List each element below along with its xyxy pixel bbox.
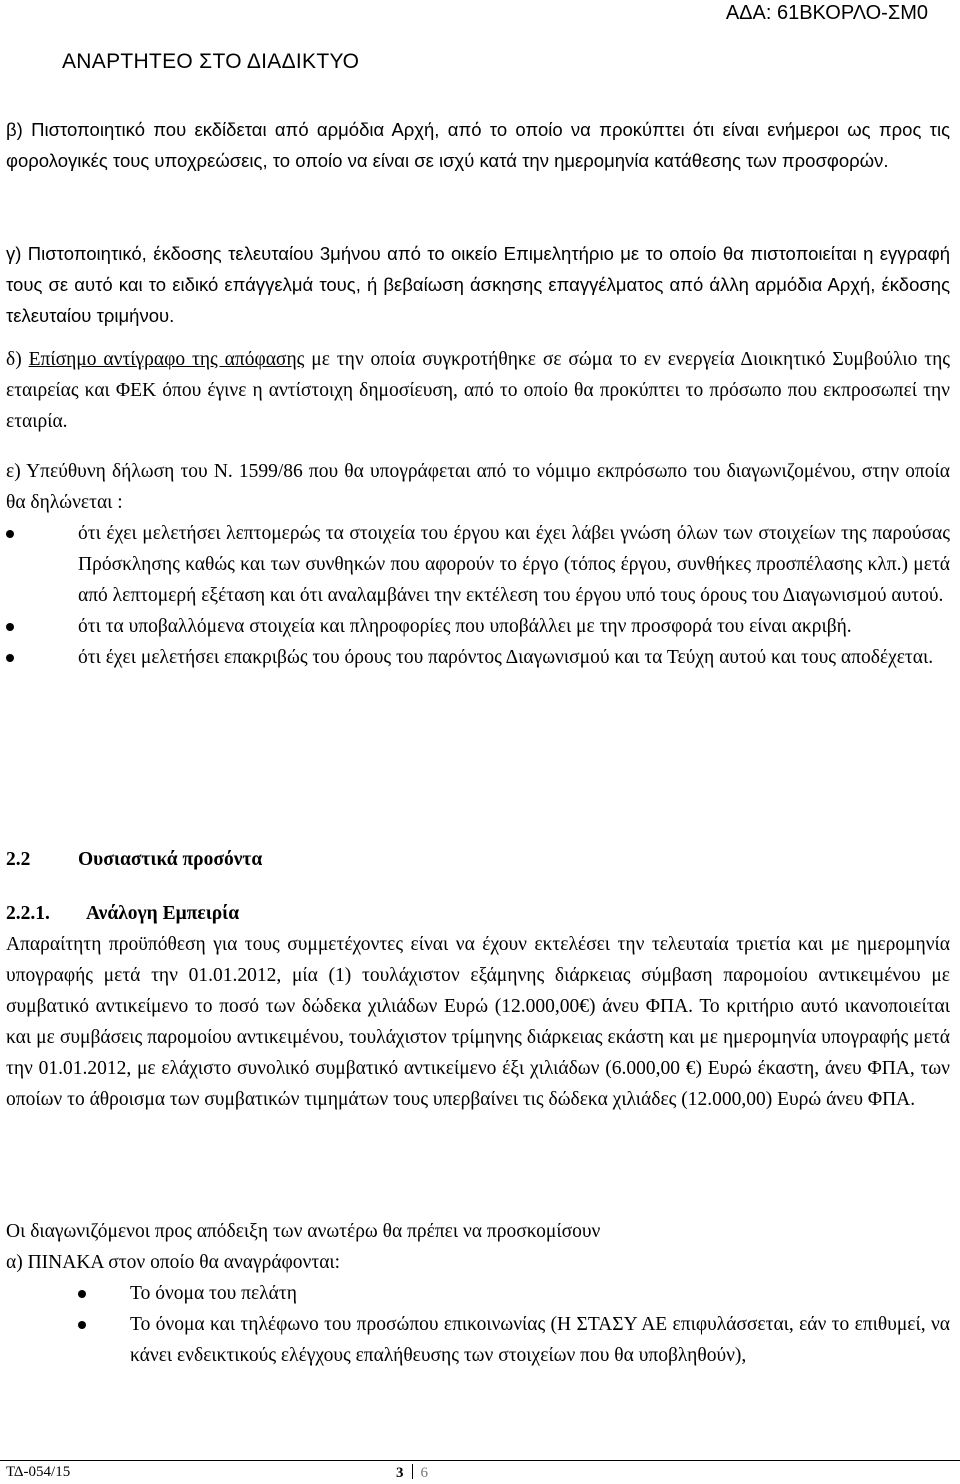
item-e-paragraph: ε) Υπεύθυνη δήλωση του Ν. 1599/86 που θα υπογράφεται από το νόμιμο εκπρόσωπο του διαγωνιζομένου, στην οποία θα δηλώνεται : xyxy=(6,461,950,513)
list-item: Το όνομα και τηλέφωνο του προσώπου επικοινωνίας (Η ΣΤΑΣΥ ΑΕ επιφυλάσσεται, εάν το επιθυμεί, να κάνει ενδεικτικούς ελέγχους επαλήθευσης των στοιχείων που θα υποβληθούν), xyxy=(6,1309,950,1371)
footer-divider xyxy=(0,1460,960,1461)
item-e-bullet-list xyxy=(6,518,950,673)
item-d-underlined: Επίσημο αντίγραφο της απόφασης xyxy=(28,349,305,370)
ada-code: ΑΔΑ: 61ΒΚΟΡΛΟ-ΣΜ0 xyxy=(725,2,928,24)
section-number: 2.2 xyxy=(6,849,31,870)
page-separator xyxy=(412,1464,413,1479)
proof-intro: Οι διαγωνιζόμενοι προς απόδειξη των ανωτέρω θα πρέπει να προσκομίσουν xyxy=(6,1221,601,1242)
proof-block xyxy=(6,1216,950,1371)
proof-item-a: α) ΠΙΝΑΚΑ στον οποίο θα αναγράφονται: xyxy=(6,1252,341,1273)
bullet-icon xyxy=(78,1290,86,1298)
section-2-2-1-text: Απαραίτητη προϋπόθεση για τους συμμετέχοντες είναι να έχουν εκτελέσει την τελευταία τριετία και με ημερομηνία υπογραφής μετά την 01.01.2012, μία (1) τουλάχιστον εξάμηνης διάρκειας σύμβαση παρομοίου αντικειμένου με συμβατικό αντικείμενο το ποσό των δώδεκα χιλιάδων Ευρώ (12.000,00€) άνευ ΦΠΑ. Το κριτήριο αυτό ικανοποιείται και με συμβάσεις παρομοίου αντικειμένου, τουλάχιστον τρίμηνης διάρκειας εκάστη και με ημερομηνία υπογραφής μετά την 01.01.2012, με ελάχιστο συνολικό συμβατικό αντικείμενο έξι χιλιάδων (6.000,00 €) Ευρώ έκαστη, άνευ ΦΠΑ, των οποίων το άθροισμα των συμβατικών τιμημάτων τους υπερβαίνει τις δώδεκα χιλιάδες (12.000,00) Ευρώ άνευ ΦΠΑ. xyxy=(6,934,950,1110)
item-d-paragraph xyxy=(6,344,950,437)
posted-online-label: ΑΝΑΡΤΗΤΕΟ ΣΤΟ ΔΙΑΔΙΚΤΥΟ xyxy=(62,50,360,73)
section-2-2-heading xyxy=(6,844,950,875)
item-d-prefix: δ) xyxy=(6,349,29,370)
bullet-icon xyxy=(6,654,14,662)
section-title: Ανάλογη Εμπειρία xyxy=(86,903,240,924)
section-title: Ουσιαστικά προσόντα xyxy=(78,849,263,870)
bullet-icon xyxy=(6,530,14,538)
proof-bullet-list xyxy=(6,1278,950,1371)
list-item: Το όνομα του πελάτη xyxy=(6,1278,950,1309)
list-item: ότι έχει μελετήσει λεπτομερώς τα στοιχεία του έργου και έχει λάβει γνώση όλων των στοιχείων της παρούσας Πρόσκλησης καθώς και των συνθηκών που αφορούν το έργο (τόπος έργου, συνθήκες προσπέλασης κλπ.) μετά από λεπτομερή εξέταση και ότι αναλαμβάνει την εκτέλεση του έργου υπό τους όρους του Διαγωνισμού αυτού. xyxy=(6,518,950,611)
section-2-2-1-heading xyxy=(6,898,950,929)
list-item: ότι έχει μελετήσει επακριβώς του όρους του παρόντος Διαγωνισμού και τα Τεύχη αυτού και τους αποδέχεται. xyxy=(6,642,950,673)
page-number xyxy=(396,1464,428,1482)
item-d-rest: με την οποία συγκροτήθηκε σε σώμα το εν ενεργεία Διοικητικό Συμβούλιο της εταιρείας και ΦΕΚ όπου έγινε η αντίστοιχη δημοσίευση, από το οποίο θα προκύπτει το πρόσωπο που εκπροσωπεί την εταιρία. xyxy=(6,349,950,432)
footer-doc-code: ΤΔ-054/15 xyxy=(6,1464,71,1480)
section-2-2-1 xyxy=(6,898,950,1115)
page-total: 6 xyxy=(420,1465,428,1481)
section-number: 2.2.1. xyxy=(6,903,50,924)
page-current: 3 xyxy=(396,1465,404,1481)
item-b-paragraph: β) Πιστοποιητικό που εκδίδεται από αρμόδια Αρχή, από το οποίο να προκύπτει ότι είναι ενήμεροι ως προς τις φορολογικές τους υποχρεώσεις, το οποίο να είναι σε ισχύ κατά την ημερομηνία κατάθεσης των προσφορών. xyxy=(6,119,950,171)
item-e-block xyxy=(6,456,950,673)
list-item: ότι τα υποβαλλόμενα στοιχεία και πληροφορίες που υποβάλλει με την προσφορά του είναι ακριβή. xyxy=(6,611,950,642)
bullet-icon xyxy=(78,1321,86,1329)
item-g-paragraph: γ) Πιστοποιητικό, έκδοσης τελευταίου 3μήνου από το οικείο Επιμελητήριο με το οποίο θα πιστοποιείται η εγγραφή τους σε αυτό και το ειδικό επάγγελμά τους, ή βεβαίωση άσκησης επαγγέλματος από άλλη αρμόδια Αρχή, έκδοσης τελευταίου τριμήνου. xyxy=(6,243,950,326)
bullet-icon xyxy=(6,623,14,631)
